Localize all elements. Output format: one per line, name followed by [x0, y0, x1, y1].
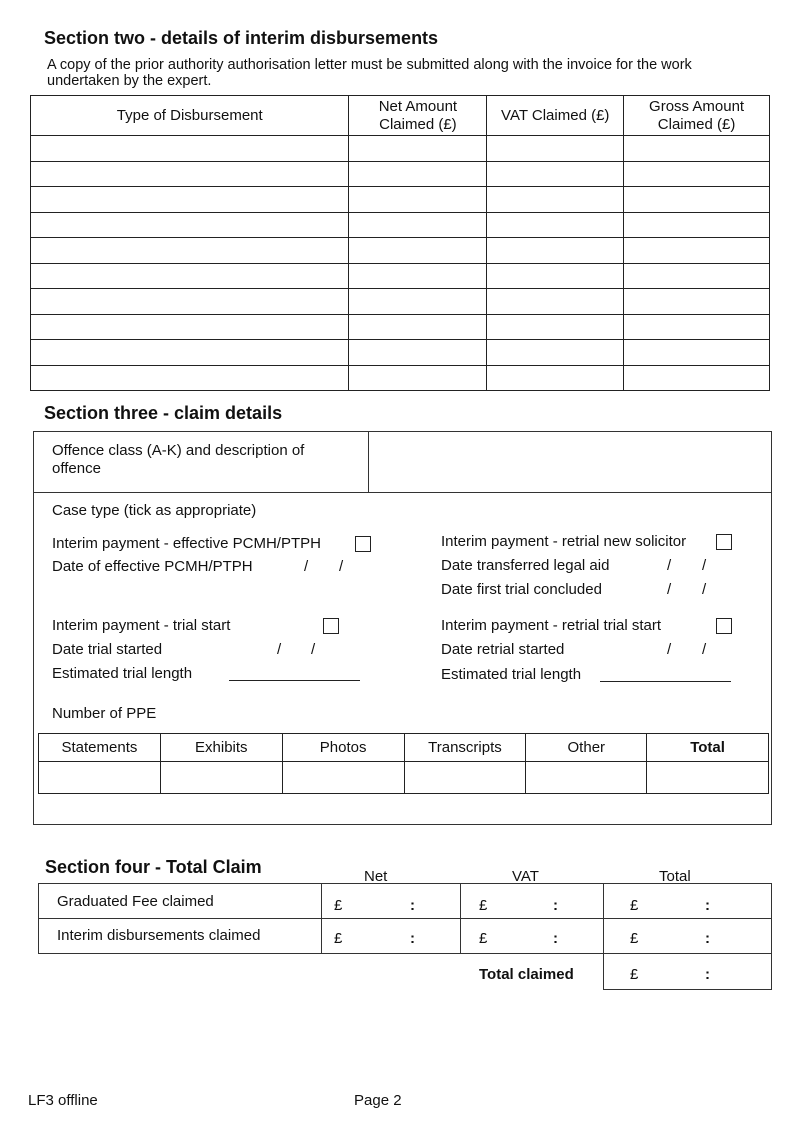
gross-cell[interactable] [624, 314, 770, 340]
date-trial-started-label: Date trial started [52, 641, 163, 658]
vat-cell[interactable] [487, 289, 624, 315]
date-retrial-started-label: Date retrial started [441, 641, 565, 658]
ppe-statements-input[interactable] [39, 762, 161, 794]
section-three-title: Section three - claim details [44, 403, 283, 423]
date-sep: / [667, 581, 672, 598]
net-cell[interactable] [349, 289, 487, 315]
gross-cell[interactable] [624, 263, 770, 289]
net-cell[interactable] [349, 340, 487, 366]
date-transferred-label: Date transferred legal aid [441, 557, 610, 574]
date-sep: / [311, 641, 316, 658]
ppe-table [38, 733, 769, 794]
vat-cell[interactable] [487, 238, 624, 264]
interim-disbursements-label: Interim disbursements claimed [57, 927, 261, 944]
disbursement-type-cell[interactable] [31, 314, 349, 340]
ppe-photos-input[interactable] [282, 762, 404, 794]
date-sep: / [667, 641, 672, 658]
net-cell[interactable] [349, 136, 487, 162]
ppe-header-total: Total [647, 734, 769, 762]
gross-cell[interactable] [624, 289, 770, 315]
ppe-header-exhibits: Exhibits [160, 734, 282, 762]
net-cell[interactable] [349, 212, 487, 238]
row-divider [38, 918, 772, 919]
gross-cell[interactable] [624, 340, 770, 366]
section-four-title: Section four - Total Claim [45, 857, 262, 877]
disbursement-type-cell[interactable] [31, 136, 349, 162]
table-row [31, 340, 770, 366]
retrial-new-label: Interim payment - retrial new solicitor [441, 533, 687, 550]
disbursement-type-cell[interactable] [31, 187, 349, 213]
table-row [31, 263, 770, 289]
vat-cell[interactable] [487, 187, 624, 213]
total-claimed-label: Total claimed [479, 966, 574, 983]
net-cell[interactable] [349, 263, 487, 289]
table-row [39, 762, 769, 794]
ppe-total-input[interactable] [647, 762, 769, 794]
vat-cell[interactable] [487, 212, 624, 238]
gross-cell[interactable] [624, 238, 770, 264]
total-claimed-box[interactable] [603, 953, 772, 990]
net-cell[interactable] [349, 238, 487, 264]
trial-start-checkbox[interactable] [323, 618, 339, 634]
offence-divider [368, 431, 369, 493]
col-divider [603, 883, 604, 954]
retrial-new-checkbox[interactable] [716, 534, 732, 550]
decimal-separator: : [705, 966, 710, 983]
offence-label: Offence class (A-K) and description of offence [52, 442, 305, 477]
gross-cell[interactable] [624, 365, 770, 391]
table-row [31, 365, 770, 391]
currency-symbol: £ [630, 897, 639, 914]
date-sep: / [702, 557, 707, 574]
retrial-est-length-input[interactable] [600, 681, 731, 682]
table-row [31, 161, 770, 187]
footer-page-number: Page 2 [354, 1092, 402, 1109]
decimal-separator: : [705, 897, 710, 914]
net-cell[interactable] [349, 365, 487, 391]
gross-cell[interactable] [624, 187, 770, 213]
vat-cell[interactable] [487, 161, 624, 187]
gross-cell[interactable] [624, 136, 770, 162]
disbursement-type-cell[interactable] [31, 365, 349, 391]
decimal-separator: : [705, 930, 710, 947]
decimal-separator: : [553, 897, 558, 914]
table-row [31, 212, 770, 238]
disbursement-type-cell[interactable] [31, 212, 349, 238]
currency-symbol: £ [479, 897, 488, 914]
date-sep: / [667, 557, 672, 574]
effective-pcmh-label: Interim payment - effective PCMH/PTPH [52, 535, 321, 552]
col-divider [460, 883, 461, 954]
decimal-separator: : [553, 930, 558, 947]
net-cell[interactable] [349, 187, 487, 213]
table-row [31, 314, 770, 340]
est-length-input[interactable] [229, 680, 360, 681]
currency-symbol: £ [334, 930, 343, 947]
disbursements-table [30, 95, 770, 391]
disbursement-type-cell[interactable] [31, 263, 349, 289]
header-vat-claimed: VAT Claimed (£) [487, 96, 624, 136]
footer-form-id: LF3 offline [28, 1092, 98, 1109]
graduated-fee-label: Graduated Fee claimed [57, 893, 214, 910]
disbursement-type-cell[interactable] [31, 161, 349, 187]
ppe-header-transcripts: Transcripts [404, 734, 526, 762]
ppe-header-photos: Photos [282, 734, 404, 762]
date-sep: / [702, 581, 707, 598]
offence-bottom-line [33, 492, 772, 493]
ppe-header-other: Other [526, 734, 647, 762]
col-vat-label: VAT [512, 868, 539, 885]
table-row [31, 187, 770, 213]
date-sep: / [702, 641, 707, 658]
currency-symbol: £ [334, 897, 343, 914]
disbursement-type-cell[interactable] [31, 238, 349, 264]
vat-cell[interactable] [487, 314, 624, 340]
case-type-label: Case type (tick as appropriate) [52, 502, 257, 519]
header-gross-amount: Gross Amount Claimed (£) [624, 96, 770, 136]
decimal-separator: : [410, 930, 415, 947]
ppe-label: Number of PPE [52, 705, 157, 722]
ppe-other-input[interactable] [526, 762, 647, 794]
col-divider [321, 883, 322, 954]
net-cell[interactable] [349, 161, 487, 187]
ppe-exhibits-input[interactable] [160, 762, 282, 794]
section-two-note: A copy of the prior authority authorisation letter must be submitted along with the invoice for the work undertaken by the expert. [47, 57, 692, 89]
date-sep: / [304, 558, 309, 575]
col-net-label: Net [364, 868, 388, 885]
table-row [31, 289, 770, 315]
gross-cell[interactable] [624, 212, 770, 238]
header-type-of-disbursement: Type of Disbursement [31, 96, 349, 136]
vat-cell[interactable] [487, 340, 624, 366]
date-sep: / [277, 641, 282, 658]
section-two-title: Section two - details of interim disbursements [44, 28, 439, 48]
col-total-label: Total [659, 868, 691, 885]
retrial-est-length-label: Estimated trial length [441, 666, 582, 683]
offence-input[interactable] [370, 433, 770, 491]
decimal-separator: : [410, 897, 415, 914]
vat-cell[interactable] [487, 365, 624, 391]
net-cell[interactable] [349, 314, 487, 340]
disbursement-type-cell[interactable] [31, 289, 349, 315]
est-length-label: Estimated trial length [52, 665, 193, 682]
table-row [31, 136, 770, 162]
retrial-start-checkbox[interactable] [716, 618, 732, 634]
table-row [31, 238, 770, 264]
effective-pcmh-checkbox[interactable] [355, 536, 371, 552]
currency-symbol: £ [630, 930, 639, 947]
trial-start-label: Interim payment - trial start [52, 617, 231, 634]
date-effective-label: Date of effective PCMH/PTPH [52, 558, 253, 575]
vat-cell[interactable] [487, 136, 624, 162]
retrial-start-label: Interim payment - retrial trial start [441, 617, 662, 634]
ppe-transcripts-input[interactable] [404, 762, 526, 794]
gross-cell[interactable] [624, 161, 770, 187]
vat-cell[interactable] [487, 263, 624, 289]
ppe-header-statements: Statements [39, 734, 161, 762]
currency-symbol: £ [630, 966, 639, 983]
disbursement-type-cell[interactable] [31, 340, 349, 366]
currency-symbol: £ [479, 930, 488, 947]
date-first-trial-label: Date first trial concluded [441, 581, 602, 598]
date-sep: / [339, 558, 344, 575]
header-net-amount: Net Amount Claimed (£) [349, 96, 487, 136]
